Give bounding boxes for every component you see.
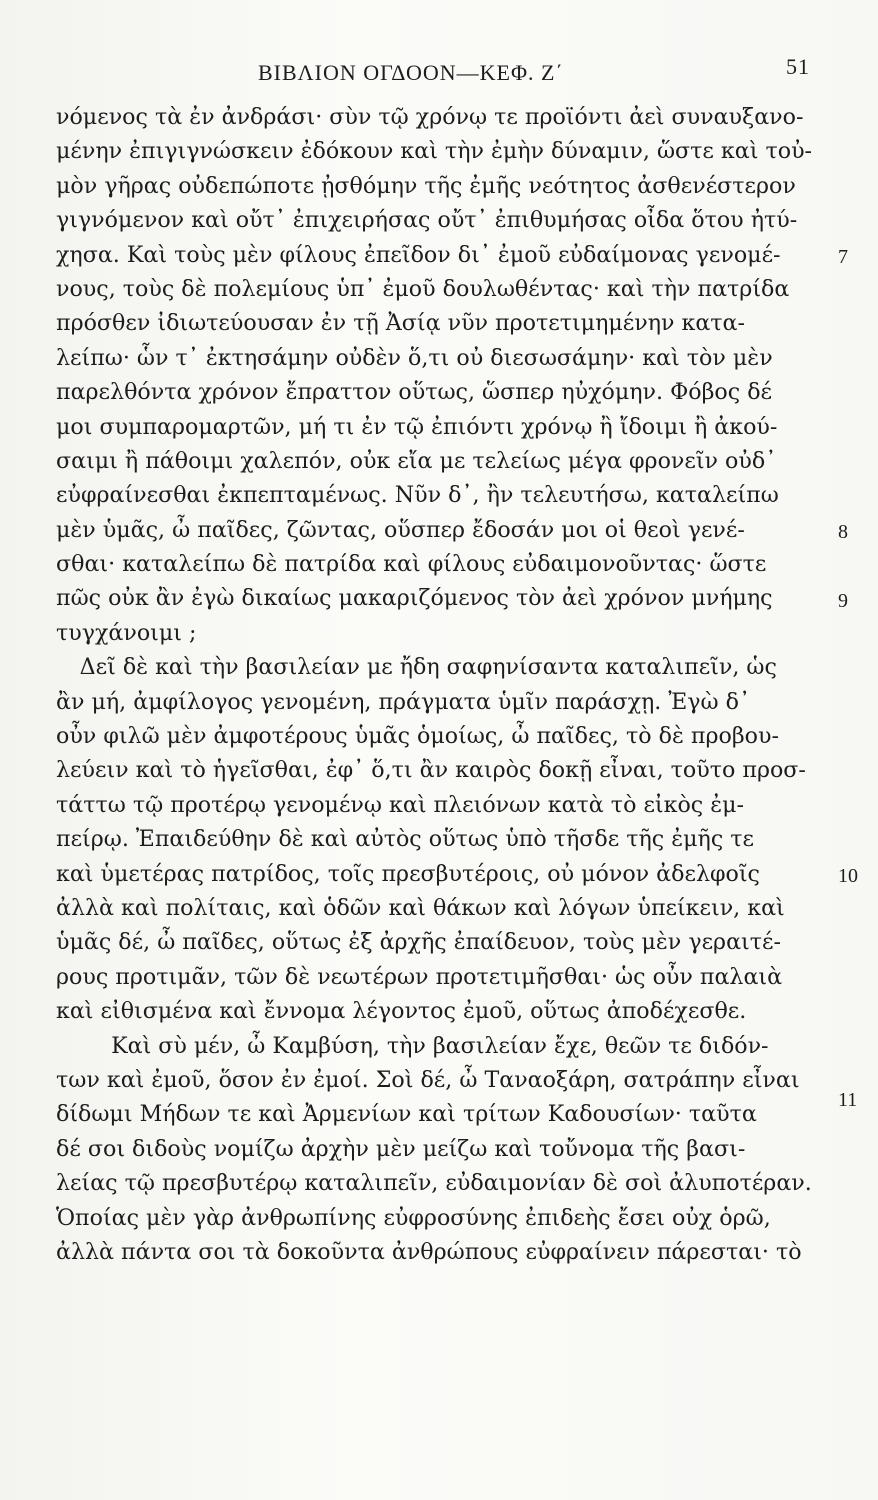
text-line: χησα. Καὶ τοὺς μὲν φίλους ἐπεῖδον δι᾽ ἐμοῦ εὐδαίμονας γενομέ- xyxy=(56,241,781,268)
text-line: νους, τοὺς δὲ πολεμίους ὑπ᾽ ἐμοῦ δουλωθέντας· καὶ τὴν πατρίδα xyxy=(56,275,790,302)
text-line: ὑμᾶς δέ, ὦ παῖδες, οὕτως ἐξ ἀρχῆς ἐπαίδευον, τοὺς μὲν γεραιτέ- xyxy=(56,929,781,956)
text-line: τάττω τῷ προτέρῳ γενομένῳ καὶ πλειόνων κατὰ τὸ εἰκὸς ἐμ- xyxy=(56,791,745,818)
text-line: σθαι· καταλείπω δὲ πατρίδα καὶ φίλους εὐδαιμονοῦντας· ὥστε xyxy=(56,551,767,578)
text-line: μὲν ὑμᾶς, ὦ παῖδες, ζῶντας, οὕσπερ ἔδοσάν μοι οἱ θεοὶ γενέ- xyxy=(56,516,745,543)
text-line: ἀλλὰ πάντα σοι τὰ δοκοῦντα ἀνθρώπους εὐφραίνειν πάρεσται· τὸ xyxy=(56,1238,802,1265)
text-line: οὖν φιλῶ μὲν ἀμφοτέρους ὑμᾶς ὁμοίως, ὦ παῖδες, τὸ δὲ προβου- xyxy=(56,723,779,750)
text-line: δίδωμι Μήδων τε καὶ Ἀρμενίων καὶ τρίτων Καδουσίων· ταῦτα xyxy=(56,1101,757,1128)
text-line: πρόσθεν ἰδιωτεύουσαν ἐν τῇ Ἀσίᾳ νῦν προτετιμημένην κατα- xyxy=(56,310,746,337)
section-number: 7 xyxy=(838,246,848,268)
section-number: 10 xyxy=(838,865,858,887)
text-line: δέ σοι διδοὺς νομίζω ἀρχὴν μὲν μείζω καὶ τοὔνομα τῆς βασι- xyxy=(56,1135,746,1162)
text-line: μὸν γῆρας οὐδεπώποτε ᾐσθόμην τῆς ἐμῆς νεότητος ἀσθενέστερον xyxy=(56,172,796,199)
text-line: λείπω· ὧν τ᾽ ἐκτησάμην οὐδὲν ὅ,τι οὐ διεσωσάμην· καὶ τὸν μὲν xyxy=(56,344,773,371)
text-line: Δεῖ δὲ καὶ τὴν βασιλείαν με ἤδη σαφηνίσαντα καταλιπεῖν, ὡς xyxy=(79,654,777,681)
text-line: των καὶ ἐμοῦ, ὅσον ἐν ἐμοί. Σοὶ δέ, ὦ Ταναοξάρη, σατράπην εἶναι xyxy=(56,1066,800,1093)
section-number: 8 xyxy=(838,521,848,543)
text-line: καὶ ὑμετέρας πατρίδος, τοῖς πρεσβυτέροις, οὐ μόνον ἀδελφοῖς xyxy=(56,860,760,887)
text-line: νόμενος τὰ ἐν ἀνδράσι· σὺν τῷ χρόνῳ τε προϊόντι ἀεὶ συναυξανο- xyxy=(56,104,804,130)
page-number: 51 xyxy=(786,54,810,79)
body-text xyxy=(56,100,846,1269)
text-line: καὶ εἰθισμένα καὶ ἔννομα λέγοντος ἐμοῦ, οὕτως ἀποδέχεσθε. xyxy=(56,998,747,1025)
text-line: σαιμι ἢ πάθοιμι χαλεπόν, οὐκ εἴα με τελείως μέγα φρονεῖν οὐδ᾽ xyxy=(56,447,777,474)
text-line: πῶς οὐκ ἂν ἐγὼ δικαίως μακαριζόμενος τὸν ἀεὶ χρόνον μνήμης xyxy=(56,585,773,612)
text-line: πείρῳ. Ἐπαιδεύθην δὲ καὶ αὐτὸς οὕτως ὑπὸ τῆσδε τῆς ἐμῆς τε xyxy=(56,826,755,853)
text-line: μένην ἐπιγιγνώσκειν ἐδόκουν καὶ τὴν ἐμὴν δύναμιν, ὥστε καὶ τοὐ- xyxy=(56,138,813,165)
text-line: γιγνόμενον καὶ οὔτ᾽ ἐπιχειρήσας οὔτ᾽ ἐπιθυμήσας οἶδα ὅτου ἠτύ- xyxy=(56,207,798,234)
section-number: 9 xyxy=(838,590,848,612)
text-line: τυγχάνοιμι ; xyxy=(56,619,197,646)
page-header xyxy=(0,54,878,100)
text-line: ρους προτιμᾶν, τῶν δὲ νεωτέρων προτετιμῆσθαι· ὡς οὖν παλαιὰ xyxy=(56,963,783,990)
text-line: εὐφραίνεσθαι ἐκπεπταμένως. Νῦν δ᾽, ἢν τελευτήσω, καταλείπω xyxy=(56,482,779,509)
text-line: Καὶ σὺ μέν, ὦ Καμβύση, τὴν βασιλείαν ἔχε, θεῶν τε διδόν- xyxy=(111,1032,769,1059)
text-line: μοι συμπαρομαρτῶν, μή τι ἐν τῷ ἐπιόντι χρόνῳ ἢ ἴδοιμι ἢ ἀκού- xyxy=(56,413,778,440)
text-line: παρελθόντα χρόνον ἔπραττον οὕτως, ὥσπερ ηὐχόμην. Φόβος δέ xyxy=(56,379,773,406)
text-line: λείας τῷ πρεσβυτέρῳ καταλιπεῖν, εὐδαιμονίαν δὲ σοὶ ἀλυποτέραν. xyxy=(56,1170,812,1197)
running-head: ΒΙΒΛΙΟΝ ΟΓΔΟΟΝ—ΚΕΦ. Ζ΄ xyxy=(258,60,564,85)
text-line: ἀλλὰ καὶ πολίταις, καὶ ὁδῶν καὶ θάκων καὶ λόγων ὑπείκειν, καὶ xyxy=(56,894,785,921)
text-line: ἂν μή, ἀμφίλογος γενομένη, πράγματα ὑμῖν παράσχῃ. Ἐγὼ δ᾽ xyxy=(56,688,751,715)
text-line: Ὁποίας μὲν γὰρ ἀνθρωπίνης εὐφροσύνης ἐπιδεὴς ἔσει οὐχ ὁρῶ, xyxy=(56,1204,771,1231)
section-number: 11 xyxy=(838,1089,858,1111)
text-line: λεύειν καὶ τὸ ἡγεῖσθαι, ἐφ᾽ ὅ,τι ἂν καιρὸς δοκῇ εἶναι, τοῦτο προσ- xyxy=(56,757,806,784)
